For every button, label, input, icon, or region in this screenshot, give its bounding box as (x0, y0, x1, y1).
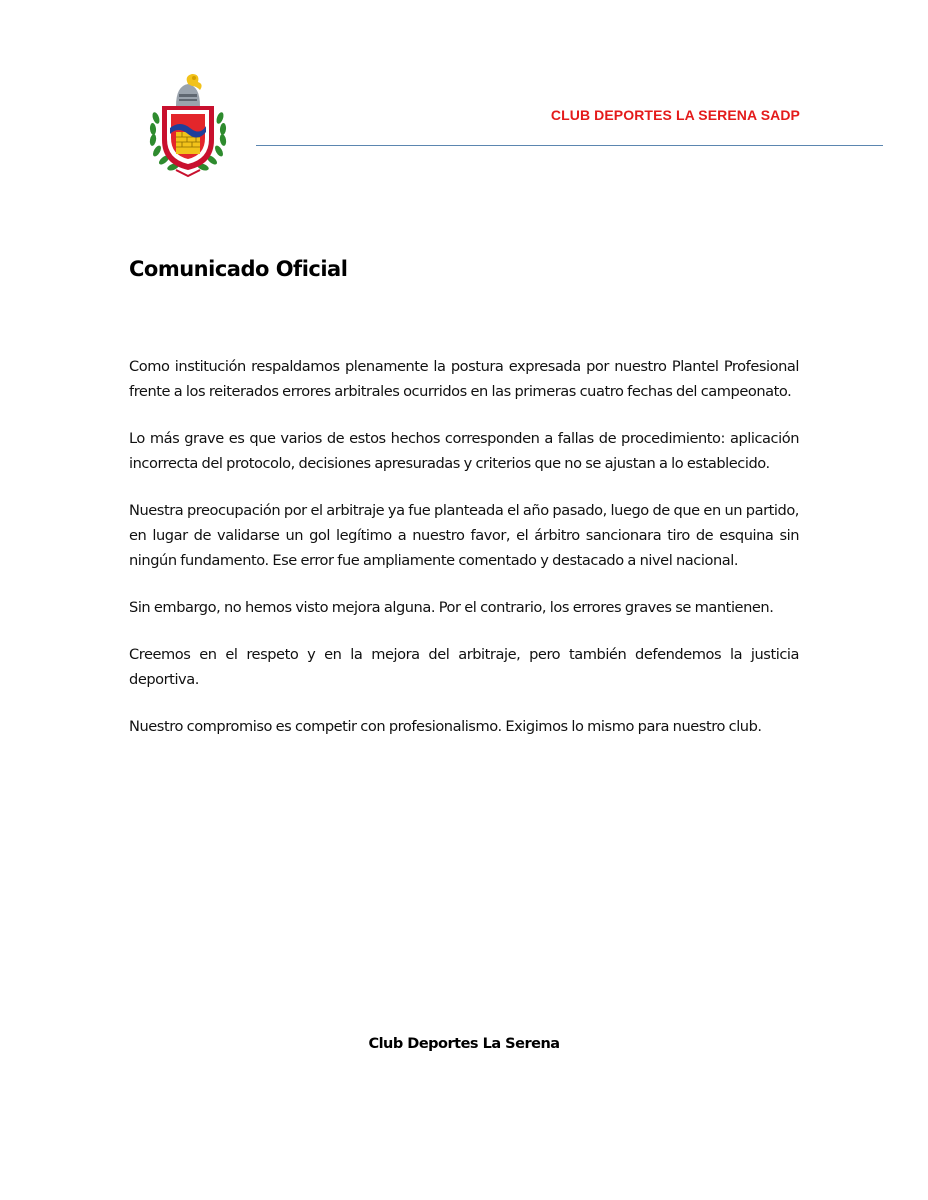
document-body (129, 354, 799, 761)
paragraph: Creemos en el respeto y en la mejora del arbitraje, pero también defendemos la justicia deportiva. (129, 646, 799, 688)
paragraph: Nuestra preocupación por el arbitraje ya fue planteada el año pasado, luego de que en un partido, en lugar de validarse un gol legítimo a nuestro favor, el árbitro sancionara tiro de esquina sin ningún fundamento. Ese error fue ampliamente comentado y destacado a nivel nacional. (129, 502, 799, 569)
paragraph: Como institución respaldamos plenamente la postura expresada por nuestro Plantel Profesional frente a los reiterados errores arbitrales ocurridos en las primeras cuatro fechas del campeonato. (129, 358, 799, 400)
paragraph: Lo más grave es que varios de estos hechos corresponden a fallas de procedimiento: aplicación incorrecta del protocolo, decisiones apresuradas y criterios que no se ajustan a lo establecido. (129, 430, 799, 472)
signature: Club Deportes La Serena (368, 1036, 560, 1052)
club-crest-icon (148, 74, 228, 178)
document-title: Comunicado Oficial (129, 257, 348, 281)
header-divider (256, 145, 883, 146)
organization-name: CLUB DEPORTES LA SERENA SADP (550, 107, 800, 123)
paragraph: Nuestro compromiso es competir con profesionalismo. Exigimos lo mismo para nuestro club. (129, 718, 762, 735)
paragraph: Sin embargo, no hemos visto mejora alguna. Por el contrario, los errores graves se mantienen. (129, 599, 774, 616)
